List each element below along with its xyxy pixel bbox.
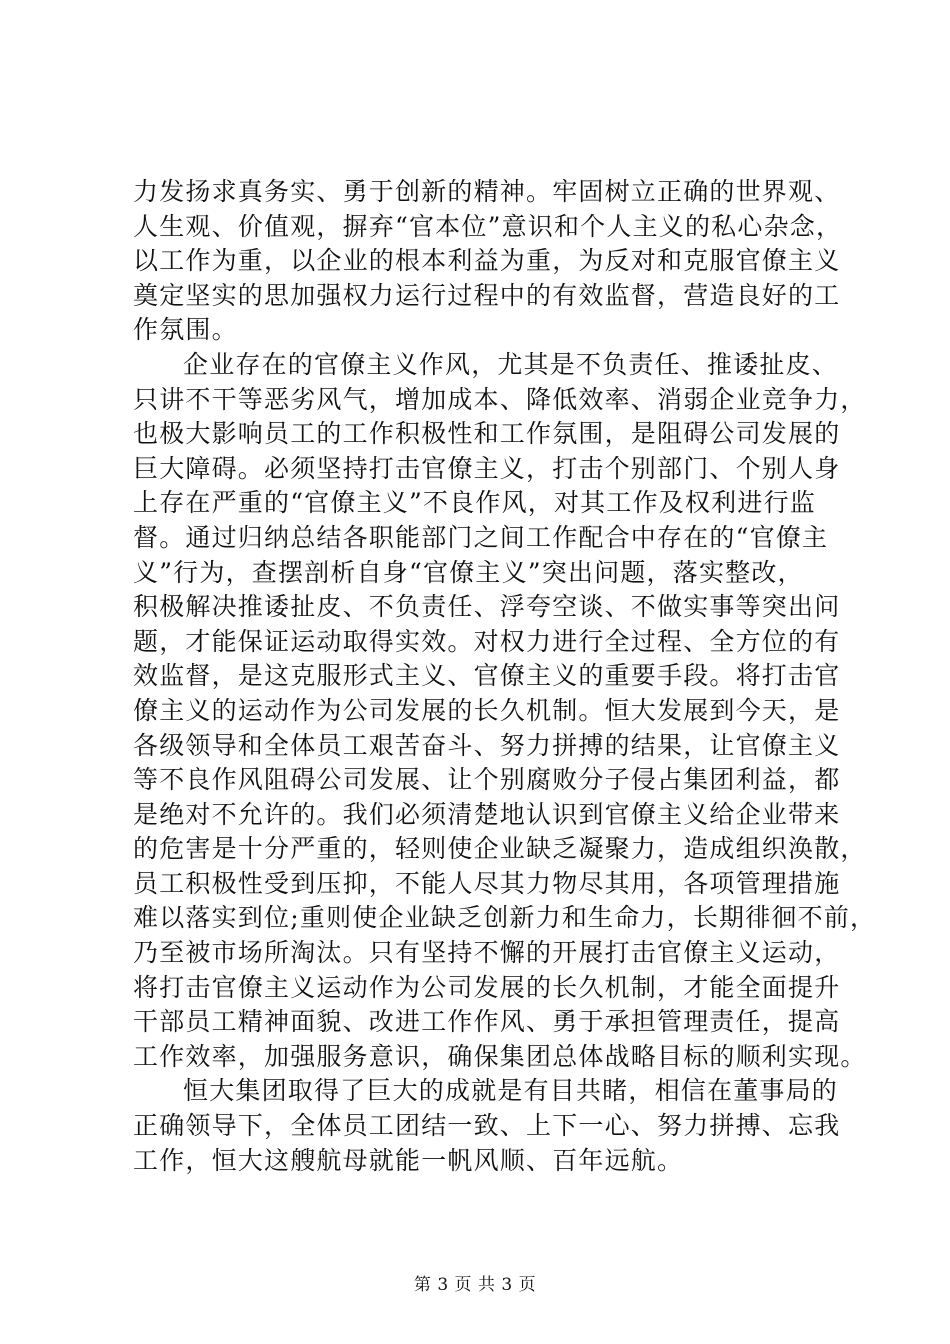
text-line: 乃至被市场所淘汰。只有坚持不懈的开展打击官僚主义运动，: [133, 938, 841, 968]
text-line: 员工积极性受到压抑，不能人尽其力物尽其用，各项管理措施: [133, 868, 841, 898]
text-line: 效监督，是这克服形式主义、官僚主义的重要手段。将打击官: [133, 661, 841, 691]
document-body: [133, 175, 877, 1178]
text-line: 工作，恒大这艘航母就能一帆风顺、百年远航。: [133, 1145, 684, 1175]
paragraph-start-line: 恒大集团取得了巨大的成就是有目共睹，相信在董事局的: [183, 1076, 839, 1106]
paragraph-start-line: 企业存在的官僚主义作风，尤其是不负责任、推诿扯皮、: [183, 349, 839, 379]
text-line: 各级领导和全体员工艰苦奋斗、努力拼搏的结果，让官僚主义: [133, 730, 841, 760]
text-line: 人生观、价值观，摒弃“官本位”意识和个人主义的私心杂念，: [133, 211, 843, 241]
text-line: 以工作为重，以企业的根本利益为重，为反对和克服官僚主义: [133, 246, 841, 276]
text-line: 积极解决推诿扯皮、不负责任、浮夸空谈、不做实事等突出问: [133, 592, 841, 622]
text-line: 将打击官僚主义运动作为公司发展的长久机制，才能全面提升: [133, 972, 841, 1002]
text-line: 正确领导下，全体员工团结一致、上下一心、努力拼搏、忘我: [133, 1111, 841, 1141]
text-line: 巨大障碍。必须坚持打击官僚主义，打击个别部门、个别人身: [133, 453, 841, 483]
text-line: 干部员工精神面貌、改进工作作风、勇于承担管理责任，提高: [133, 1007, 841, 1037]
text-line: 作氛围。: [133, 315, 238, 345]
text-line: 等不良作风阻碍公司发展、让个别腐败分子侵占集团利益，都: [133, 765, 841, 795]
text-line: 的危害是十分严重的，轻则使企业缺乏凝聚力，造成组织涣散，: [133, 834, 867, 864]
text-line: 力发扬求真务实、勇于创新的精神。牢固树立正确的世界观、: [133, 177, 841, 206]
text-line: 只讲不干等恶劣风气，增加成本、降低效率、消弱企业竞争力，: [133, 384, 867, 414]
text-line: 督。通过归纳总结各职能部门之间工作配合中存在的“官僚主: [133, 522, 829, 552]
page-footer: 第 3 页 共 3 页: [413, 1275, 537, 1295]
text-line: 僚主义的运动作为公司发展的长久机制。恒大发展到今天，是: [133, 695, 841, 725]
text-line: 是绝对不允许的。我们必须清楚地认识到官僚主义给企业带来: [133, 799, 841, 829]
text-line: 工作效率，加强服务意识，确保集团总体战略目标的顺利实现。: [133, 1041, 867, 1071]
text-line: 上存在严重的“官僚主义”不良作风，对其工作及权利进行监: [133, 488, 816, 518]
text-line: 也极大影响员工的工作积极性和工作氛围，是阻碍公司发展的: [133, 419, 841, 449]
text-line: 难以落实到位;重则使企业缺乏创新力和生命力，长期徘徊不前，: [133, 903, 877, 933]
text-line: 奠定坚实的思加强权力运行过程中的有效监督，营造良好的工: [133, 280, 841, 310]
text-line: 义”行为，查摆剖析自身“官僚主义”突出问题，落实整改，: [133, 557, 804, 587]
text-line: 题，才能保证运动取得实效。对权力进行全过程、全方位的有: [133, 626, 841, 656]
